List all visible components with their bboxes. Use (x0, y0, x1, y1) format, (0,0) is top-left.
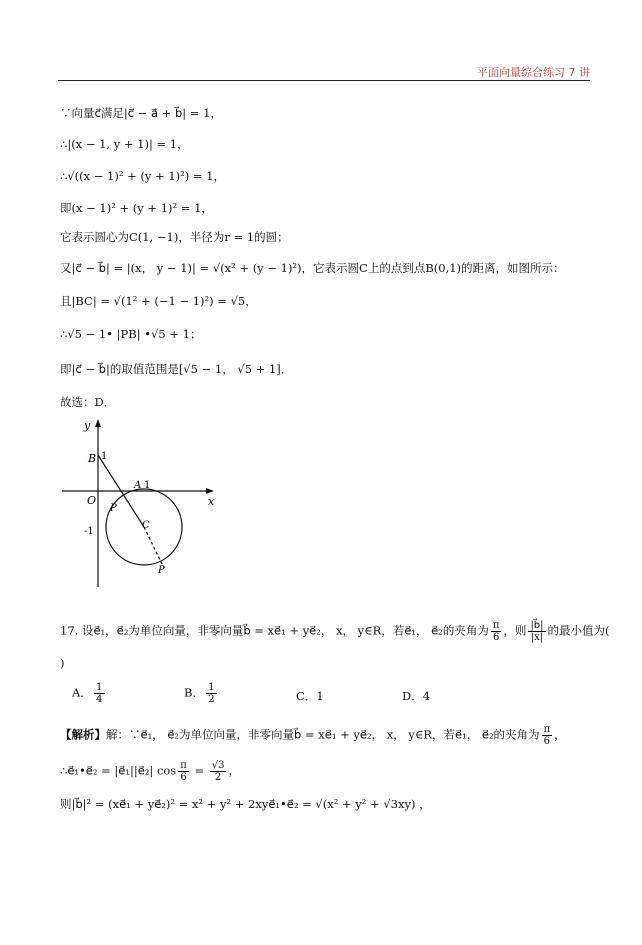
page-header-title: 平面向量综合练习 7 讲 (477, 66, 590, 79)
solution-line-1: ∵向量c⃗满足|c⃗ − a⃗ + b⃗| = 1， (60, 106, 222, 120)
analysis-tag: 【解析】 (60, 727, 106, 742)
coordinate-figure (60, 415, 220, 595)
label-y: y (84, 419, 91, 432)
question-17-stem (60, 620, 610, 643)
solution-line-8: ∴√5 − 1• |PB| •√5 + 1； (60, 327, 202, 341)
analysis-line-3: 则|b⃗|² = (xe⃗₁ + ye⃗₂)² = x² + y² + 2xye⃗₁•e⃗₂ = √(x² + y² + √3xy) ， (60, 797, 431, 811)
analysis-result-num: √3 (211, 760, 225, 771)
option-d-value: 4 (422, 689, 431, 703)
label-p-upper: P (110, 503, 117, 514)
option-b-label: B． (184, 685, 204, 700)
label-a: A (134, 480, 142, 491)
option-b-num: 1 (207, 681, 215, 693)
y-axis-arrow (95, 419, 101, 427)
q17-stem-mid: ，则 (503, 623, 527, 638)
analysis-cos-fraction (178, 760, 189, 783)
analysis-cos-num: π (180, 760, 187, 771)
label-c: C (142, 520, 150, 531)
analysis-cos-den: 6 (180, 772, 187, 783)
label-one-y: 1 (101, 451, 108, 462)
label-b: B (88, 452, 97, 465)
analysis-line-2-post: ， (228, 763, 240, 778)
option-d (402, 688, 430, 704)
option-a-num: 1 (95, 681, 103, 693)
solution-line-6: 又|c⃗ − b⃗| = |(x， y − 1)| = √(x² + (y − 1)²)，它表示圆C上的点到点B(0,1)的距离，如图所示： (60, 261, 565, 275)
label-one-x: 1 (144, 480, 151, 491)
analysis-result-fraction (210, 760, 227, 783)
option-b-den: 2 (207, 693, 215, 705)
solution-line-9: 即|c⃗ − b⃗|的取值范围是[√5 − 1， √5 + 1]． (60, 362, 293, 376)
q17-stem-post: 的最小值为( (547, 623, 610, 638)
analysis-line-1 (60, 724, 566, 747)
option-a-den: 4 (95, 693, 103, 705)
analysis-line-2-mid: = (190, 763, 208, 778)
option-c-label: C． (296, 689, 317, 703)
option-d-label: D． (402, 689, 423, 703)
solution-line-2: ∴|(x − 1, y + 1)| = 1， (60, 137, 189, 151)
option-c (296, 688, 324, 704)
q17-angle-den: 6 (492, 632, 500, 643)
q17-angle-num: π (492, 620, 500, 631)
analysis-angle-num: π (543, 724, 551, 735)
x-axis-arrow (206, 488, 214, 494)
question-17-paren-close: ) (60, 656, 65, 670)
solution-line-10: 故选：D． (60, 395, 116, 409)
q17-angle-fraction (491, 620, 502, 643)
solution-line-7: 且|BC| = √(1² + (−1 − 1)²) = √5， (60, 294, 257, 308)
analysis-angle-fraction (542, 724, 553, 747)
q17-ratio-den: |x| (530, 632, 544, 643)
analysis-result-den: 2 (214, 772, 222, 783)
analysis-line-2 (60, 760, 240, 783)
option-a-label: A． (72, 685, 92, 700)
header-divider (58, 80, 590, 81)
label-neg-one: -1 (84, 526, 94, 537)
option-c-value: 1 (316, 689, 324, 703)
label-o: O (87, 494, 97, 507)
q17-stem-pre: 17. 设e⃗₁，e⃗₂为单位向量，非零向量b⃗ = xe⃗₁ + ye⃗₂， x， y∈R，若e⃗₁， e⃗₂的夹角为 (60, 623, 489, 638)
label-x: x (208, 495, 215, 508)
label-p-lower: P (158, 565, 165, 576)
q17-ratio-num: |b⃗| (530, 620, 544, 631)
analysis-line-1-pre: 解：∵e⃗₁， e⃗₂为单位向量，非零向量b⃗ = xe⃗₁ + ye⃗₂， x， y∈R，若e⃗₁， e⃗₂的夹角为 (106, 727, 540, 742)
solution-line-3: ∴√((x − 1)² + (y + 1)²) = 1， (60, 169, 226, 183)
q17-ratio-fraction (528, 620, 545, 643)
analysis-line-1-post: ， (554, 727, 566, 742)
solution-line-5: 它表示圆心为C(1, −1)，半径为r = 1的圆； (60, 230, 289, 244)
segment-cp-dashed (144, 527, 164, 568)
analysis-line-2-pre: ∴e⃗₁•e⃗₂ = |e⃗₁||e⃗₂| cos (60, 763, 177, 778)
option-a (72, 682, 107, 705)
solution-line-4: 即(x − 1)² + (y + 1)² = 1， (60, 201, 213, 215)
analysis-angle-den: 6 (543, 736, 551, 747)
option-b (184, 682, 219, 705)
